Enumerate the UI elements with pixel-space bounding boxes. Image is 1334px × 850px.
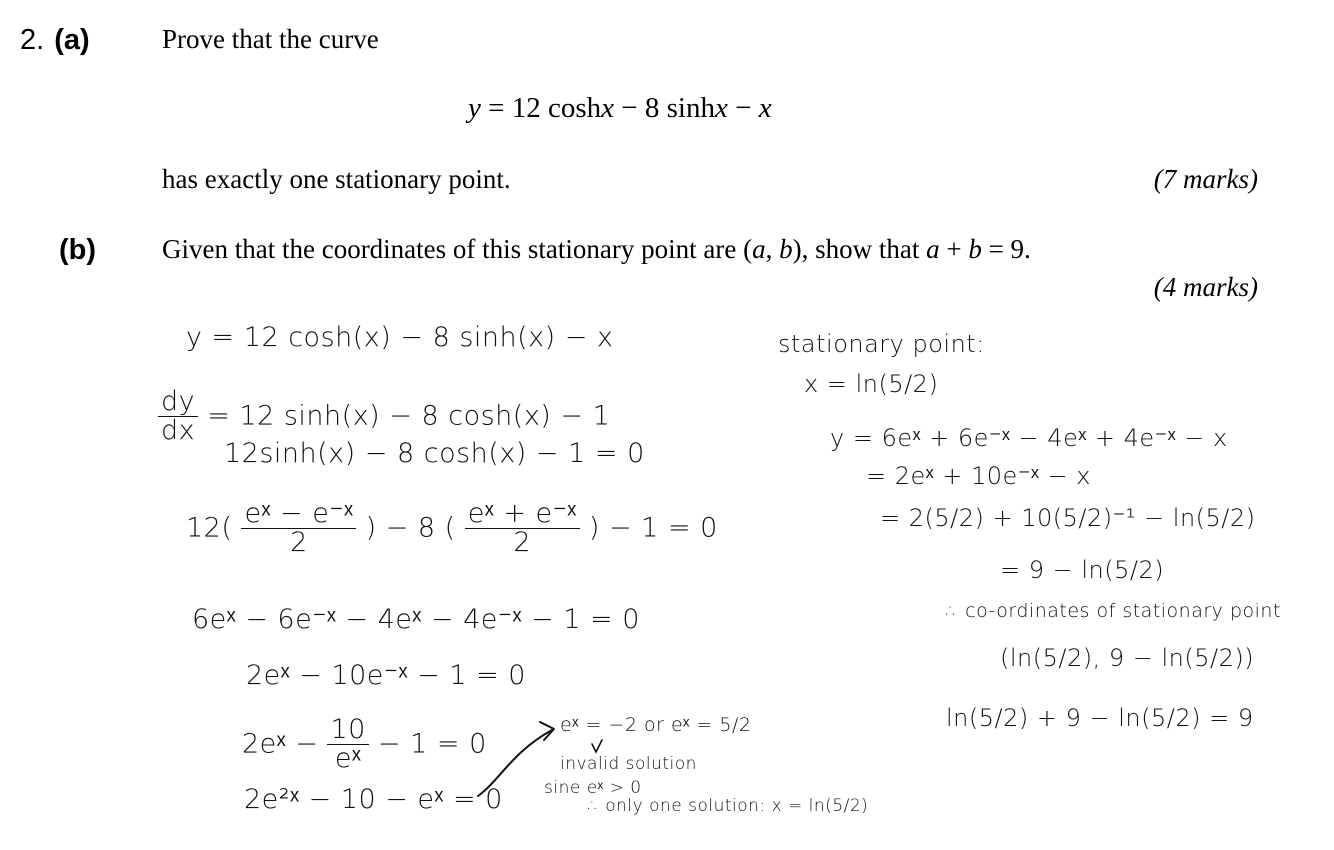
sum-result: ln(5/2) + 9 − ln(5/2) = 9	[946, 704, 1254, 732]
roots-note: eˣ = −2 or eˣ = 5/2	[560, 714, 752, 736]
part-a-label: (a)	[54, 24, 90, 56]
marks-part-a: (7 marks)	[1153, 164, 1258, 194]
question-claim: has exactly one stationary point.	[162, 164, 511, 194]
curve-equation: y = 12 coshx − 8 sinhx − x	[468, 92, 772, 124]
working-line-expanded: 6eˣ − 6e⁻ˣ − 4eˣ − 4e⁻ˣ − 1 = 0	[192, 604, 640, 635]
ten-over-ex-fraction: $\frac{10}{\text{eˣ}}$	[327, 716, 368, 774]
question-number	[20, 24, 90, 57]
working-line-set-zero: 12sinh(x) − 8 cosh(x) − 1 = 0	[224, 438, 645, 469]
since-note: sine eˣ > 0	[544, 778, 642, 798]
y-simplified: = 2eˣ + 10e⁻ˣ − x	[866, 462, 1091, 490]
dydx-fraction: $\frac{dy}{dx}$	[158, 388, 198, 446]
y-evaluated: = 2(5/2) + 10(5/2)⁻¹ − ln(5/2)	[880, 504, 1256, 532]
y-result: = 9 − ln(5/2)	[1000, 556, 1165, 584]
coordinates-heading: ∴ co-ordinates of stationary point	[946, 600, 1281, 622]
only-one-solution-note: ∴ only one solution: x = ln(5/2)	[588, 796, 869, 816]
working-line-dydx: $\frac{dy}{dx}$ = 12 sinh(x) − 8 cosh(x) − 1	[158, 388, 610, 446]
x-value: x = ln(5/2)	[804, 370, 939, 398]
question-number-label: 2.	[20, 24, 45, 56]
cosh-fraction: $\frac{\text{eˣ + e⁻ˣ}}{2}$	[465, 500, 580, 558]
question-intro: Prove that the curve	[162, 24, 379, 54]
coordinates-value: (ln(5/2), 9 − ln(5/2))	[1000, 644, 1255, 672]
part-b-text: Given that the coordinates of this stationary point are (a, b), show that a + b = 9.	[162, 234, 1031, 264]
y-substitution: y = 6eˣ + 6e⁻ˣ − 4eˣ + 4e⁻ˣ − x	[830, 424, 1228, 452]
invalid-solution-note: invalid solution	[560, 754, 697, 774]
sinh-fraction: $\frac{\text{eˣ − e⁻ˣ}}{2}$	[241, 500, 356, 558]
stationary-point-heading: stationary point:	[778, 330, 985, 358]
arrow-head	[540, 722, 554, 740]
part-b-label: (b)	[59, 234, 97, 266]
working-line-y: y = 12 cosh(x) − 8 sinh(x) − x	[186, 322, 614, 353]
marks-part-b: (4 marks)	[1153, 272, 1258, 302]
working-line-simplified: 2eˣ − 10e⁻ˣ − 1 = 0	[246, 660, 526, 691]
working-line-fraction: 2eˣ − $\frac{10}{\text{eˣ}}$ − 1 = 0	[242, 714, 487, 775]
working-line-quadratic: 2e²ˣ − 10 − eˣ = 0	[244, 784, 503, 815]
tick-stroke	[592, 740, 602, 752]
working-line-exponential: 12( $\frac{\text{eˣ − e⁻ˣ}}{2}$ ) − 8 ( $\frac{\text{eˣ + e⁻ˣ}}{2}$ ) − 1 = 0	[186, 498, 718, 559]
